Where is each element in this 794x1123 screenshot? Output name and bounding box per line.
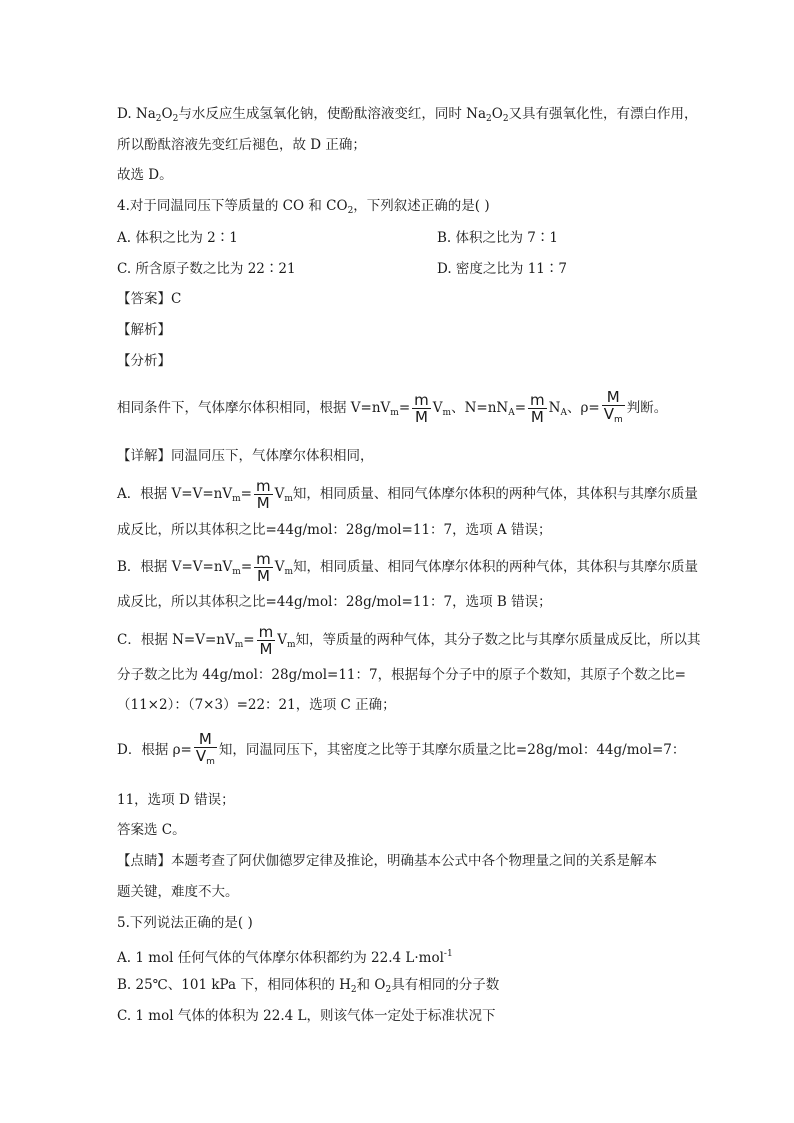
- q5-option-a: A. 1 mol 任何气体的气体摩尔体积都约为 22.4 L·mol$^{-1}$: [117, 949, 453, 966]
- q4-detail-intro: 【详解】同温同压下，气体摩尔体积相同，: [117, 448, 374, 464]
- q4-detail-d-line2: 11，选项 D 错误；: [117, 792, 235, 808]
- q4-detail-d-line1: D．根据 ρ= $\frac{M}{V_m}$ 知，同温同压下，其密度之比等于其摩尔质量之比=28g/mol：44g/mol=7：: [117, 728, 685, 772]
- q3-option-d-line2: 所以酚酞溶液先变红后褪色，故 D 正确；: [117, 137, 366, 153]
- q5-option-c: C. 1 mol 气体的体积为 22.4 L，则该气体一定处于标准状况下: [117, 1008, 496, 1024]
- q4-detail-a-line1: A．根据 $V=V=nV_m=$ $\frac{m}{M}$ $V_m$知，相同质量、相同气体摩尔体积的两种气体，其体积与其摩尔质量: [117, 477, 698, 512]
- q4-option-a: A. 体积之比为 2∶1: [117, 230, 238, 246]
- q4-detail-c-line3: （11×2）：（7×3）=22：21，选项 C 正确；: [117, 697, 396, 713]
- fraction-m-over-M-c: $\frac{m}{M}$: [258, 623, 274, 658]
- q4-option-b: B. 体积之比为 7∶1: [437, 230, 558, 246]
- q3-conclusion: 故选 D。: [117, 167, 173, 183]
- fraction-m-over-M: $\frac{m}{M}$: [414, 391, 429, 426]
- fraction-M-over-Vm: $\frac{M}{V_m}$: [603, 388, 623, 425]
- q4-detail-c-line1: C．根据 $N=V=nV_m=$ $\frac{m}{M}$ $V_m$知，等质量的两种气体，其分子数之比与其摩尔质量成反比，所以其: [117, 623, 701, 658]
- q4-option-c: C. 所含原子数之比为 22∶21: [117, 261, 296, 277]
- q4-fenxi-heading: 【分析】: [117, 353, 171, 369]
- fraction-M-over-Vm-d: $\frac{M}{V_m}$: [195, 730, 215, 767]
- q4-dianjing-line2: 题关键，难度不大。: [117, 884, 239, 900]
- fraction-m-over-M-2: $\frac{m}{M}$: [530, 391, 545, 426]
- q4-option-d: D. 密度之比为 11∶7: [437, 261, 567, 277]
- q4-detail-a-line2: 成反比，所以其体积之比=44g/mol：28g/mol=11：7，选项 A 错误；: [117, 522, 552, 538]
- q3-option-d-line1: D. $Na_2O_2$与水反应生成氢氧化钠，使酚酞溶液变红，同时 $Na_2O_2$又具有强氧化性，有漂白作用，: [117, 106, 698, 124]
- q4-jiexi-heading: 【解析】: [117, 322, 171, 338]
- q4-detail-b-line1: B．根据 $V=V=nV_m=$ $\frac{m}{M}$ $V_m$知，相同质量、相同气体摩尔体积的两种气体，其体积与其摩尔质量: [117, 550, 699, 585]
- q4-detail-c-line2: 分子数之比为 44g/mol：28g/mol=11：7，根据每个分子中的原子个数知，其原子个数之比=: [117, 667, 686, 683]
- q4-final-answer: 答案选 C。: [117, 822, 186, 838]
- q4-detail-b-line2: 成反比，所以其体积之比=44g/mol：28g/mol=11：7，选项 B 错误；: [117, 594, 552, 610]
- q4-answer: 【答案】C: [117, 291, 182, 307]
- q4-analysis: 相同条件下，气体摩尔体积相同，根据 $V=nV_m=$ $\frac{m}{M}$ $V_m$、$N=nN_A=$ $\frac{m}{M}$ $N_A$、ρ= $\frac{M}{V_m}$ 判断。: [117, 388, 668, 426]
- q4-dianjing-line1: 【点睛】本题考查了阿伏伽德罗定律及推论，明确基本公式中各个物理量之间的关系是解本: [117, 853, 657, 869]
- q4-stem: 4.对于同温同压下等质量的 CO 和 $CO_2$，下列叙述正确的是( ): [117, 198, 490, 216]
- q5-option-b: B. 25℃、101 kPa 下，相同体积的 $H_2$和 $O_2$具有相同的分子数: [117, 977, 500, 995]
- q5-stem: 5.下列说法正确的是( ): [117, 915, 253, 931]
- fraction-m-over-M-b: $\frac{m}{M}$: [256, 550, 271, 585]
- fraction-m-over-M-a: $\frac{m}{M}$: [255, 477, 271, 512]
